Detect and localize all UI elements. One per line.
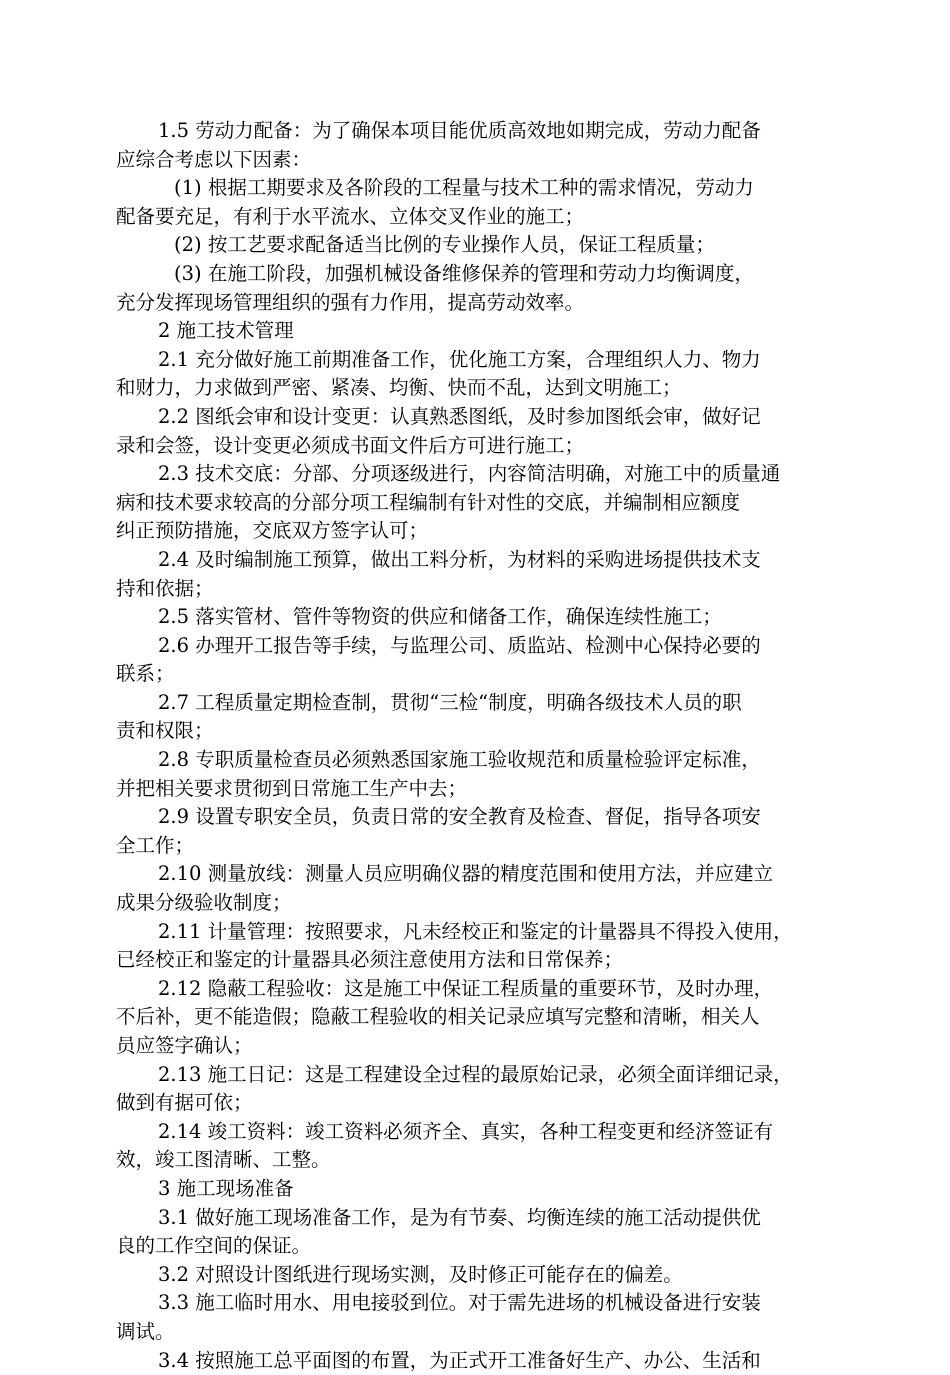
text-line: 2 施工技术管理: [158, 319, 294, 343]
text-line: 充分发挥现场管理组织的强有力作用，提高劳动效率。: [116, 290, 585, 314]
text-line: 2.2 图纸会审和设计变更：认真熟悉图纸，及时参加图纸会审，做好记: [158, 404, 761, 428]
text-line: 和财力，力求做到严密、紧凑、均衡、快而不乱，达到文明施工；: [116, 376, 682, 400]
text-line: 2.5 落实管材、管件等物资的供应和储备工作，确保连续性施工；: [158, 605, 722, 629]
text-line: 已经校正和鉴定的计量器具必须注意使用方法和日常保养；: [116, 948, 624, 972]
text-line: 2.11 计量管理：按照要求，凡未经校正和鉴定的计量器具不得投入使用，: [158, 919, 793, 943]
text-line: 3.1 做好施工现场准备工作，是为有节奏、均衡连续的施工活动提供优: [158, 1205, 761, 1229]
text-line: 员应签字确认；: [116, 1034, 253, 1057]
text-line: 并把相关要求贯彻到日常施工生产中去；: [116, 776, 468, 800]
document-body: [116, 117, 838, 1375]
text-line: 联系；: [116, 662, 175, 686]
text-line: 2.6 办理开工报告等手续，与监理公司、质监站、检测中心保持必要的: [158, 633, 761, 657]
text-line: 2.7 工程质量定期检查制，贯彻“三检“制度，明确各级技术人员的职: [158, 690, 742, 714]
text-line: 不后补，更不能造假；隐蔽工程验收的相关记录应填写完整和清晰，相关人: [116, 1005, 760, 1029]
text-line: 责和权限；: [116, 719, 214, 743]
text-line: 录和会签，设计变更必须成书面文件后方可进行施工；: [116, 433, 585, 457]
text-line: 2.10 测量放线：测量人员应明确仪器的精度范围和使用方法，并应建立: [158, 862, 774, 886]
text-line: 配备要充足，有利于水平流水、立体交叉作业的施工；: [116, 204, 585, 228]
text-line: 全工作；: [116, 833, 195, 857]
text-line: 效，竣工图清晰、工整。: [116, 1148, 331, 1172]
text-line: 3.3 施工临时用水、用电接驳到位。对于需先进场的机械设备进行安装: [158, 1291, 761, 1315]
text-line: 病和技术要求较高的分部分项工程编制有针对性的交底，并编制相应额度: [116, 490, 741, 514]
text-line: 做到有据可依；: [116, 1091, 253, 1115]
text-line: (2) 按工艺要求配备适当比例的专业操作人员，保证工程质量；: [174, 233, 715, 257]
text-line: 应综合考虑以下因素：: [116, 147, 312, 171]
text-line: 3.4 按照施工总平面图的布置，为正式开工准备好生产、办公、生活和: [158, 1348, 761, 1372]
text-line: 调试。: [116, 1319, 175, 1343]
text-line: (3) 在施工阶段，加强机械设备维修保养的管理和劳动力均衡调度，: [174, 261, 754, 285]
text-line: 2.14 竣工资料：竣工资料必须齐全、真实，各种工程变更和经济签证有: [158, 1119, 774, 1143]
text-line: 成果分级验收制度；: [116, 891, 292, 915]
text-line: 2.13 施工日记：这是工程建设全过程的最原始记录，必须全面详细记录，: [158, 1062, 793, 1086]
text-line: 3.2 对照设计图纸进行现场实测，及时修正可能存在的偏差。: [158, 1262, 683, 1286]
text-line: 2.4 及时编制施工预算，做出工料分析，为材料的采购进场提供技术支: [158, 547, 761, 571]
text-line: 2.3 技术交底：分部、分项逐级进行，内容简洁明确，对施工中的质量通: [158, 462, 781, 486]
text-line: 纠正预防措施，交底双方签字认可；: [116, 519, 429, 543]
text-line: 2.8 专职质量检查员必须熟悉国家施工验收规范和质量检验评定标准，: [158, 748, 761, 772]
text-line: 2.1 充分做好施工前期准备工作，优化施工方案，合理组织人力、物力: [158, 347, 761, 371]
text-line: 良的工作空间的保证。: [116, 1234, 312, 1258]
text-line: (1) 根据工期要求及各阶段的工程量与技术工种的需求情况，劳动力: [174, 176, 754, 200]
text-line: 3 施工现场准备: [158, 1176, 294, 1200]
text-line: 持和依据；: [116, 576, 214, 600]
text-line: 2.9 设置专职安全员，负责日常的安全教育及检查、督促，指导各项安: [158, 805, 761, 829]
text-line: 1.5 劳动力配备：为了确保本项目能优质高效地如期完成，劳动力配备: [158, 119, 761, 142]
text-line: 2.12 隐蔽工程验收：这是施工中保证工程质量的重要环节，及时办理，: [158, 976, 774, 1000]
